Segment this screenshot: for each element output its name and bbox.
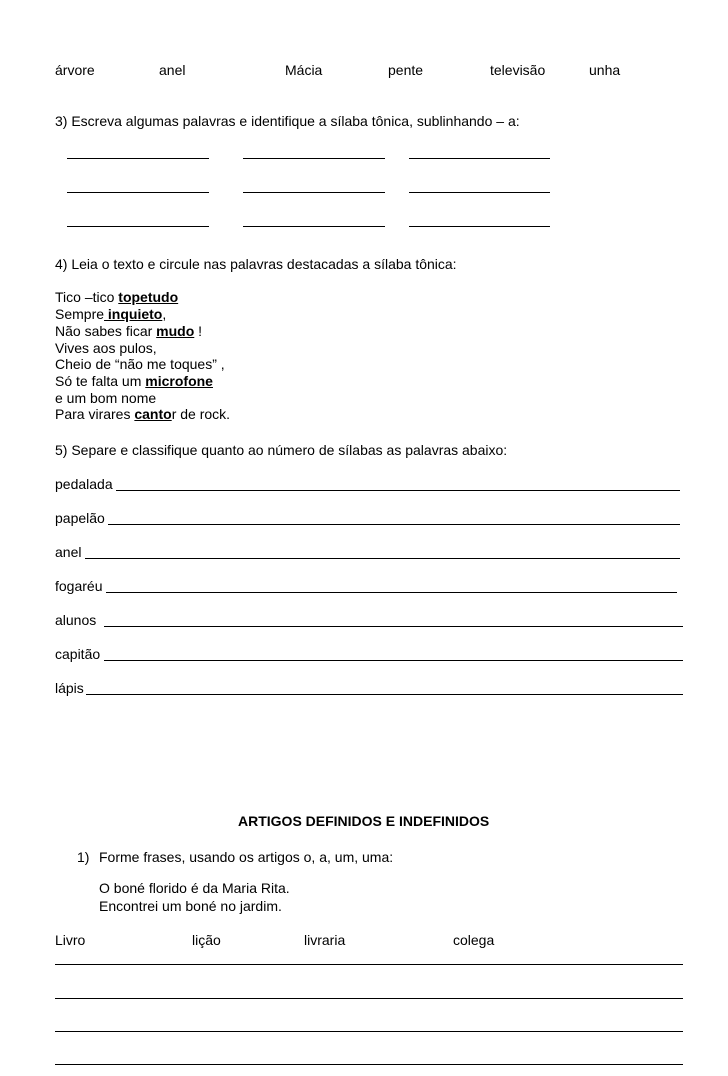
poem-line	[55, 340, 157, 357]
example-sentence: Encontrei um boné no jardim.	[99, 898, 282, 914]
syllable-word: papelão	[55, 510, 105, 526]
answer-line[interactable]	[85, 557, 680, 559]
poem-line	[55, 390, 156, 407]
article-word: Livro	[55, 932, 86, 948]
syllable-word: pedalada	[55, 476, 113, 492]
syllable-word: anel	[55, 544, 82, 560]
answer-line[interactable]	[243, 192, 385, 193]
answer-line[interactable]	[55, 1064, 683, 1065]
poem-text: Cheio de “não me toques” ,	[55, 356, 225, 372]
syllable-word: fogaréu	[55, 578, 103, 594]
poem-line	[55, 356, 225, 373]
poem-text: !	[194, 323, 203, 339]
answer-line[interactable]	[409, 192, 550, 193]
poem-text: Para virares	[55, 406, 135, 422]
word-pente: pente	[388, 62, 424, 78]
answer-line[interactable]	[55, 964, 683, 965]
answer-line[interactable]	[243, 158, 385, 159]
answer-line[interactable]	[55, 1031, 683, 1032]
word-televisao: televisão	[490, 62, 546, 78]
word-anel: anel	[159, 62, 186, 78]
article-word: colega	[453, 932, 495, 948]
answer-line[interactable]	[67, 226, 209, 227]
poem-text: Não sabes ficar	[55, 323, 157, 339]
word-arvore: árvore	[55, 62, 95, 78]
poem-text: Vives aos pulos,	[55, 340, 157, 356]
question-5: 5) Separe e classifique quanto ao número de sílabas as palavras abaixo:	[55, 442, 508, 458]
question-4: 4) Leia o texto e circule nas palavras destacadas a sílaba tônica:	[55, 256, 457, 272]
answer-line[interactable]	[104, 625, 683, 627]
answer-line[interactable]	[108, 523, 680, 525]
poem-line	[55, 323, 202, 340]
answer-line[interactable]	[243, 226, 385, 227]
highlighted-word: canto	[134, 406, 172, 422]
highlighted-word: mudo	[156, 323, 195, 339]
article-word: lição	[192, 932, 221, 948]
word-unha: unha	[589, 62, 621, 78]
syllable-word: capitão	[55, 646, 101, 662]
highlighted-word: inquieto	[104, 306, 163, 322]
poem-line	[55, 289, 178, 306]
answer-line[interactable]	[86, 693, 683, 695]
syllable-word: alunos	[55, 612, 97, 628]
answer-line[interactable]	[67, 158, 209, 159]
answer-line[interactable]	[55, 998, 683, 999]
answer-line[interactable]	[409, 158, 550, 159]
question-3: 3) Escreva algumas palavras e identifique a sílaba tônica, sublinhando – a:	[55, 113, 520, 129]
highlighted-word: microfone	[145, 373, 213, 389]
article-word: livraria	[304, 932, 346, 948]
poem-line	[55, 373, 213, 390]
word-macia: Mácia	[285, 62, 323, 78]
answer-line[interactable]	[106, 591, 677, 593]
poem-text: Tico –tico	[55, 289, 119, 305]
poem-line	[55, 306, 166, 323]
answer-line[interactable]	[67, 192, 209, 193]
poem-text: Sempre	[55, 306, 105, 322]
instruction-text: Forme frases, usando os artigos o, a, um, uma:	[99, 849, 394, 865]
poem-text: Só te falta um	[55, 373, 146, 389]
example-sentence: O boné florido é da Maria Rita.	[99, 880, 290, 896]
syllable-word: lápis	[55, 680, 84, 696]
answer-line[interactable]	[104, 659, 683, 661]
poem-text: r de rock.	[171, 406, 231, 422]
answer-line[interactable]	[116, 489, 680, 491]
poem-text: ,	[162, 306, 167, 322]
section-title: ARTIGOS DEFINIDOS E INDEFINIDOS	[238, 813, 490, 829]
highlighted-word: topetudo	[118, 289, 179, 305]
poem-line	[55, 406, 230, 423]
poem-text: e um bom nome	[55, 390, 157, 406]
item-number: 1)	[77, 849, 90, 865]
answer-line[interactable]	[409, 226, 550, 227]
